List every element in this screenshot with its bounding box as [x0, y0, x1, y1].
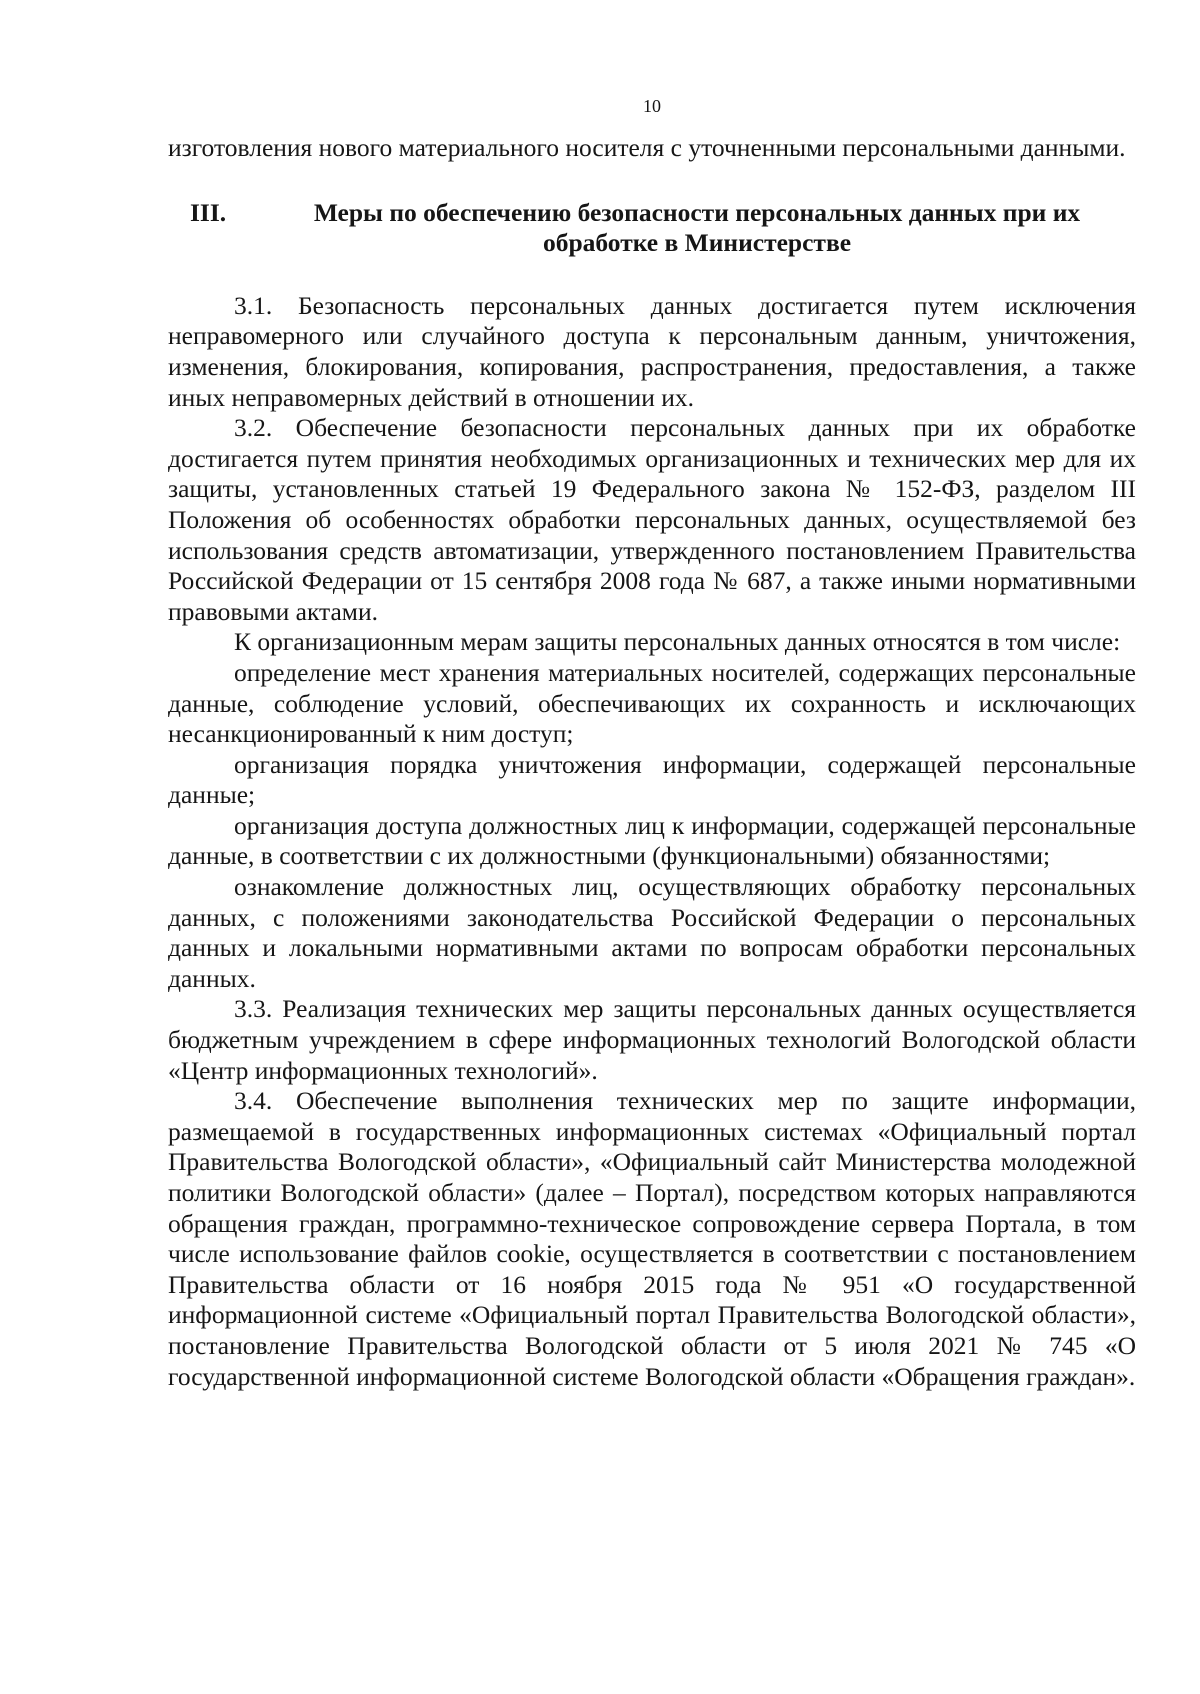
section-heading: [168, 198, 1136, 259]
paragraph-3-2: 3.2. Обеспечение безопасности персональных данных при их обработке достигается путем принятия необходимых организационных и технических мер для их защиты, установленных статьей 19 Федерального закона № 152-ФЗ, разделом III Положения об особенностях обработки персональных данных, осуществляемой без использования средств автоматизации, утвержденного постановлением Правительства Российской Федерации от 15 сентября 2008 года № 687, а также иными нормативными правовыми актами.: [168, 413, 1136, 626]
list-item-access-organization: организация доступа должностных лиц к информации, содержащей персональные данные, в соответствии с их должностными (функциональными) обязанностями;: [168, 810, 1136, 871]
section-title: Меры по обеспечению безопасности персональных данных при их обработке в Министерстве: [313, 197, 1081, 258]
paragraph-org-measures-intro: К организационным мерам защиты персональных данных относятся в том числе:: [234, 627, 1121, 657]
list-item-destruction-procedure: организация порядка уничтожения информации, содержащей персональные данные;: [168, 749, 1136, 810]
paragraph-3-4: 3.4. Обеспечение выполнения технических мер по защите информации, размещаемой в государственных информационных системах «Официальный портал Правительства Вологодской области», «Официальный сайт Министерства молодежной политики Вологодской области» (далее – Портал), посредством которых направляются обращения граждан, программно-техническое сопровождение сервера Портала, в том числе использование файлов cookie, осуществляется в соответствии с постановлением Правительства области от 16 ноября 2015 года № 951 «О государственной информационной системе «Официальный портал Правительства Вологодской области», постановление Правительства Вологодской области от 5 июля 2021 № 745 «О государственной информационной системе Вологодской области «Обращения граждан».: [168, 1086, 1136, 1391]
document-body: [168, 133, 1136, 1392]
list-item-familiarization: ознакомление должностных лиц, осуществляющих обработку персональных данных, с положениями законодательства Российской Федерации о персональных данных и локальными нормативными актами по вопросам обработки персональных данных.: [168, 872, 1136, 993]
list-item-storage-places: определение мест хранения материальных носителей, содержащих персональные данные, соблюдение условий, обеспечивающих их сохранность и исключающих несанкционированный к ним доступ;: [168, 657, 1136, 749]
paragraph-3-3: 3.3. Реализация технических мер защиты персональных данных осуществляется бюджетным учреждением в сфере информационных технологий Вологодской области «Центр информационных технологий».: [168, 994, 1136, 1085]
section-number: III.: [190, 197, 227, 227]
paragraph-3-1: 3.1. Безопасность персональных данных достигается путем исключения неправомерного или случайного доступа к персональным данным, уничтожения, изменения, блокирования, копирования, распространения, предоставления, а также иных неправомерных действий в отношении их.: [168, 290, 1136, 412]
page-number: 10: [643, 96, 661, 116]
continuation-paragraph: изготовления нового материального носителя с уточненными персональными данными.: [168, 133, 1126, 162]
